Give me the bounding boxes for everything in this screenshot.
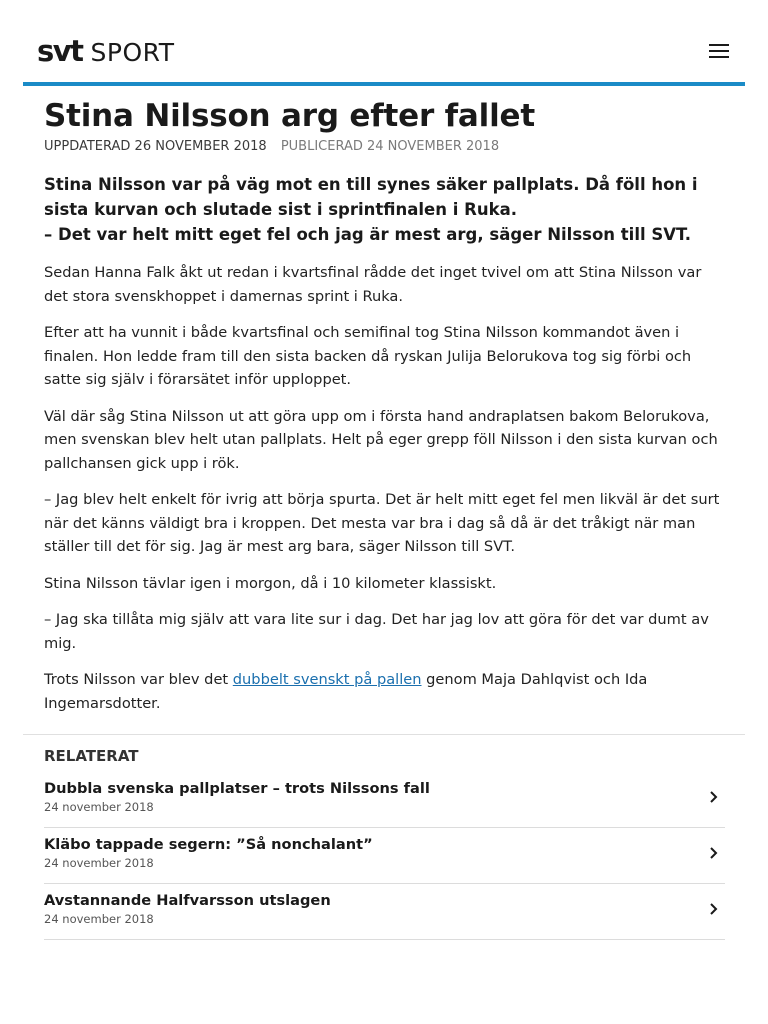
lead-quote: – Det var helt mitt eget fel och jag är mest arg, säger Nilsson till SVT. [44,225,692,244]
related-item-date: 24 november 2018 [44,856,154,870]
related-item-title: Dubbla svenska pallplatser – trots Nilssons fall [44,780,430,797]
dubbelt-svenskt-link[interactable]: dubbelt svenskt på pallen [232,671,422,688]
updated-date: UPPDATERAD 26 NOVEMBER 2018 [44,139,267,154]
chevron-right-icon [707,790,721,804]
body-paragraph-2: Efter att ha vunnit i både kvartsfinal och semifinal tog Stina Nilsson kommandot även i finalen. Hon ledde fram till den sista backen då ryskan Julija Belorukova tog sig förbi och satte sig själv i förarsätet inför upploppet. [44,324,692,388]
related-heading: RELATERAT [44,747,139,765]
body-paragraph-6: – Jag ska tillåta mig själv att vara lite sur i dag. Det har jag lov att göra för det var dumt av mig. [44,611,709,652]
lead-paragraph: Stina Nilsson var på väg mot en till synes säker pallplats. Då föll hon i sista kurvan och slutade sist i sprintfinalen i Ruka. [44,175,698,219]
related-item-title: Avstannande Halfvarsson utslagen [44,892,331,909]
related-item-date: 24 november 2018 [44,800,154,814]
related-item[interactable] [44,884,725,940]
svt-sport-logo[interactable] [37,33,174,69]
menu-button[interactable] [707,40,731,62]
article-lead [44,172,729,247]
body-paragraph-3: Väl där såg Stina Nilsson ut att göra upp om i första hand andraplatsen bakom Belorukova, men svenskan blev helt utan pallplats. Helt på eger grepp föll Nilsson i den sista kurvan och pallchansen gick upp i rök. [44,407,718,472]
article [44,96,729,728]
related-item-date: 24 november 2018 [44,912,154,926]
article-body [44,261,729,715]
related-item-title: Kläbo tappade segern: ”Så nonchalant” [44,836,373,853]
logo-sport-text: SPORT [90,38,175,67]
related-section [23,734,745,940]
body-paragraph-5: Stina Nilsson tävlar igen i morgon, då i 10 kilometer klassiskt. [44,574,497,592]
chevron-right-icon [707,902,721,916]
related-item[interactable] [44,772,725,828]
article-dates [44,138,729,156]
hamburger-menu-icon [709,43,729,59]
logo-svt-text: svt [37,34,83,68]
related-list [44,772,725,940]
site-header [23,0,745,86]
body-paragraph-7 [44,668,729,715]
article-title: Stina Nilsson arg efter fallet [44,98,535,134]
body-paragraph-4: – Jag blev helt enkelt för ivrig att börja spurta. Det är helt mitt eget fel men likväl är det surt när det känns väldigt bra i kroppen. Det mesta var bra i dag så då är det tråkigt när man ställer till det för sig. Jag är mest arg bara, säger Nilsson till SVT. [44,491,720,555]
paragraph-text-before-link: Trots Nilsson var blev det [44,671,233,688]
related-item[interactable] [44,828,725,884]
body-paragraph-1: Sedan Hanna Falk åkt ut redan i kvartsfinal rådde det inget tvivel om att Stina Nilsson var det stora svenskhoppet i damernas sprint i Ruka. [44,264,702,305]
published-date: PUBLICERAD 24 NOVEMBER 2018 [280,139,500,154]
paragraph-text-after-link: genom Maja Dahlqvist och Ida Ingemarsdotter. [44,671,648,712]
chevron-right-icon [707,846,721,860]
